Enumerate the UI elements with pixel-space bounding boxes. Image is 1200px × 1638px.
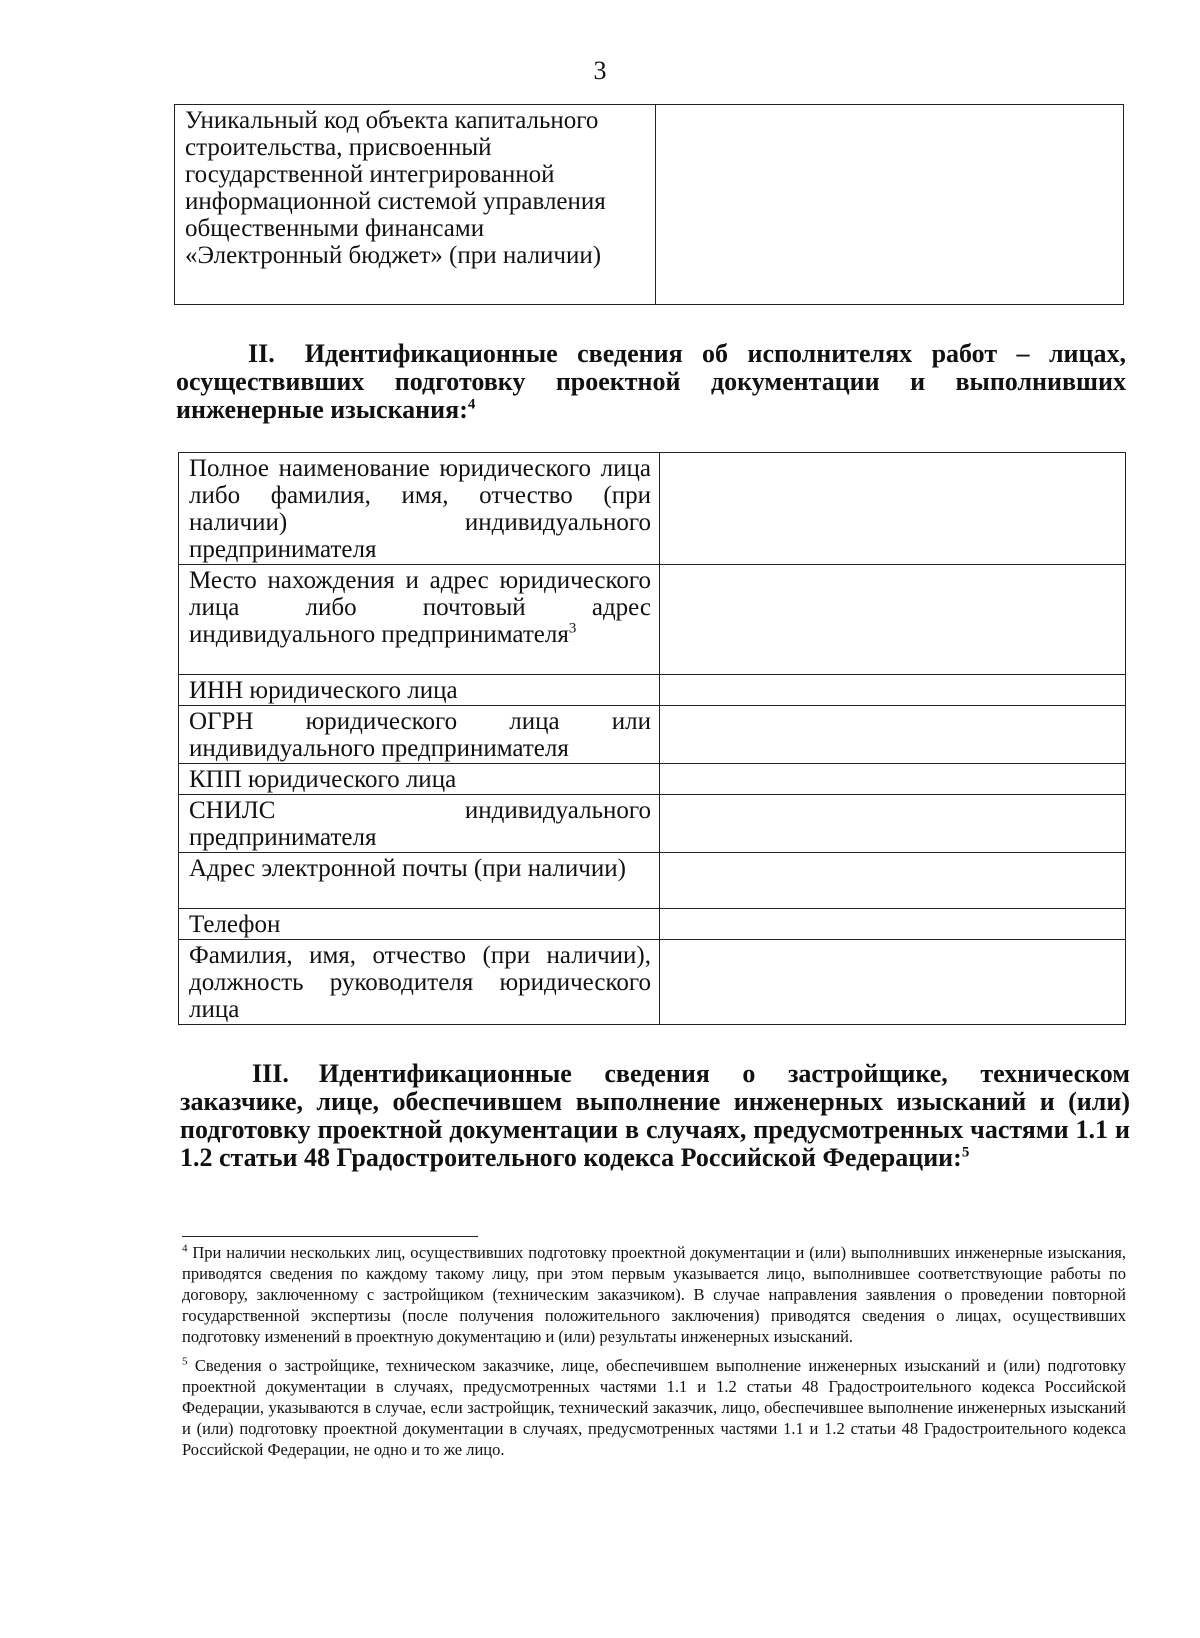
table-row xyxy=(179,565,1126,675)
row-value-field[interactable] xyxy=(660,909,1126,940)
page-number: 3 xyxy=(593,56,607,85)
section-number: III. xyxy=(252,1059,289,1088)
capital-object-code-table xyxy=(174,104,1124,305)
row-label: Фамилия, имя, отчество (при наличии), должность руководителя юридического лица xyxy=(179,940,660,1025)
row-label: Место нахождения и адрес юридического лица либо почтовый адрес индивидуального предпринимателя$^3$ xyxy=(179,565,660,675)
table-row xyxy=(179,940,1126,1025)
table-row xyxy=(179,853,1126,909)
footnote-mark: 5 xyxy=(182,1355,188,1368)
section-heading-developer xyxy=(180,1060,1130,1172)
row-label: Телефон xyxy=(179,909,660,940)
row-value-field[interactable] xyxy=(656,105,1124,305)
footnote-5 xyxy=(182,1355,1126,1460)
footnotes xyxy=(182,1242,1126,1468)
row-label: Уникальный код объекта капитального строительства, присвоенный государственной интегрированной информационной системой управления общественными финансами «Электронный бюджет» (при наличии) xyxy=(175,105,656,305)
footnote-text: Сведения о застройщике, техническом заказчике, лице, обеспечившем выполнение инженерных изысканий и (или) подготовку проектной документации в случаях, предусмотренных частями 1.1 и 1.2 статьи 48 Градостроительного кодекса Российской Федерации, указываются в случае, если застройщик, технический заказчик, лицо, обеспечившее выполнение инженерных изысканий и (или) подготовку проектной документации в случаях, предусмотренных частями 1.1 и 1.2 статьи 48 Градостроительного кодекса Российской Федерации, не одно и то же лицо. xyxy=(182,1356,1126,1459)
row-label: ИНН юридического лица xyxy=(179,675,660,706)
row-value-field[interactable] xyxy=(660,706,1126,764)
footnote-ref: 4 xyxy=(467,396,476,413)
table-row xyxy=(179,706,1126,764)
row-label: СНИЛС индивидуального предпринимателя xyxy=(179,795,660,853)
table-row xyxy=(179,909,1126,940)
table-row xyxy=(179,675,1126,706)
footnote-divider xyxy=(182,1236,478,1237)
section-heading-contractors xyxy=(176,340,1126,424)
row-label: Полное наименование юридического лица либо фамилия, имя, отчество (при наличии) индивидуального предпринимателя xyxy=(179,453,660,565)
section-title: Идентификационные сведения о застройщике, техническом заказчике, лице, обеспечившем выполнение инженерных изысканий и (или) подготовку проектной документации в случаях, предусмотренных частями 1.1 и 1.2 статьи 48 Градостроительного кодекса Российской Федерации: xyxy=(180,1059,1130,1172)
footnote-text: При наличии нескольких лиц, осуществивших подготовку проектной документации и (или) выполнивших инженерные изыскания, приводятся сведения по каждому такому лицу, при этом первым указывается лицо, выполнившее соответствующие работы по договору, заключенному с застройщиком (техническим заказчиком). В случае направления заявления о проведении повторной государственной экспертизы (после получения положительного заключения) приводятся сведения о лицах, осуществивших подготовку изменений в проектную документацию и (или) результаты инженерных изысканий. xyxy=(182,1243,1126,1346)
section-title: Идентификационные сведения об исполнителях работ – лицах, осуществивших подготовку проектной документации и выполнивших инженерные изыскания: xyxy=(176,339,1126,424)
table-row xyxy=(175,105,1124,305)
footnote-4 xyxy=(182,1242,1126,1347)
row-value-field[interactable] xyxy=(660,853,1126,909)
footnote-ref: 5 xyxy=(961,1144,970,1161)
footnote-ref: 3 xyxy=(568,620,577,637)
section-number: II. xyxy=(248,339,275,368)
row-label: КПП юридического лица xyxy=(179,764,660,795)
row-value-field[interactable] xyxy=(660,453,1126,565)
row-label: ОГРН юридического лица или индивидуального предпринимателя xyxy=(179,706,660,764)
table-row xyxy=(179,764,1126,795)
footnote-mark: 4 xyxy=(182,1242,188,1255)
row-value-field[interactable] xyxy=(660,940,1126,1025)
contractor-details-table xyxy=(178,452,1126,1025)
row-value-field[interactable] xyxy=(660,565,1126,675)
table-row xyxy=(179,795,1126,853)
table-row xyxy=(179,453,1126,565)
row-value-field[interactable] xyxy=(660,764,1126,795)
row-value-field[interactable] xyxy=(660,675,1126,706)
row-label: Адрес электронной почты (при наличии) xyxy=(179,853,660,909)
row-value-field[interactable] xyxy=(660,795,1126,853)
